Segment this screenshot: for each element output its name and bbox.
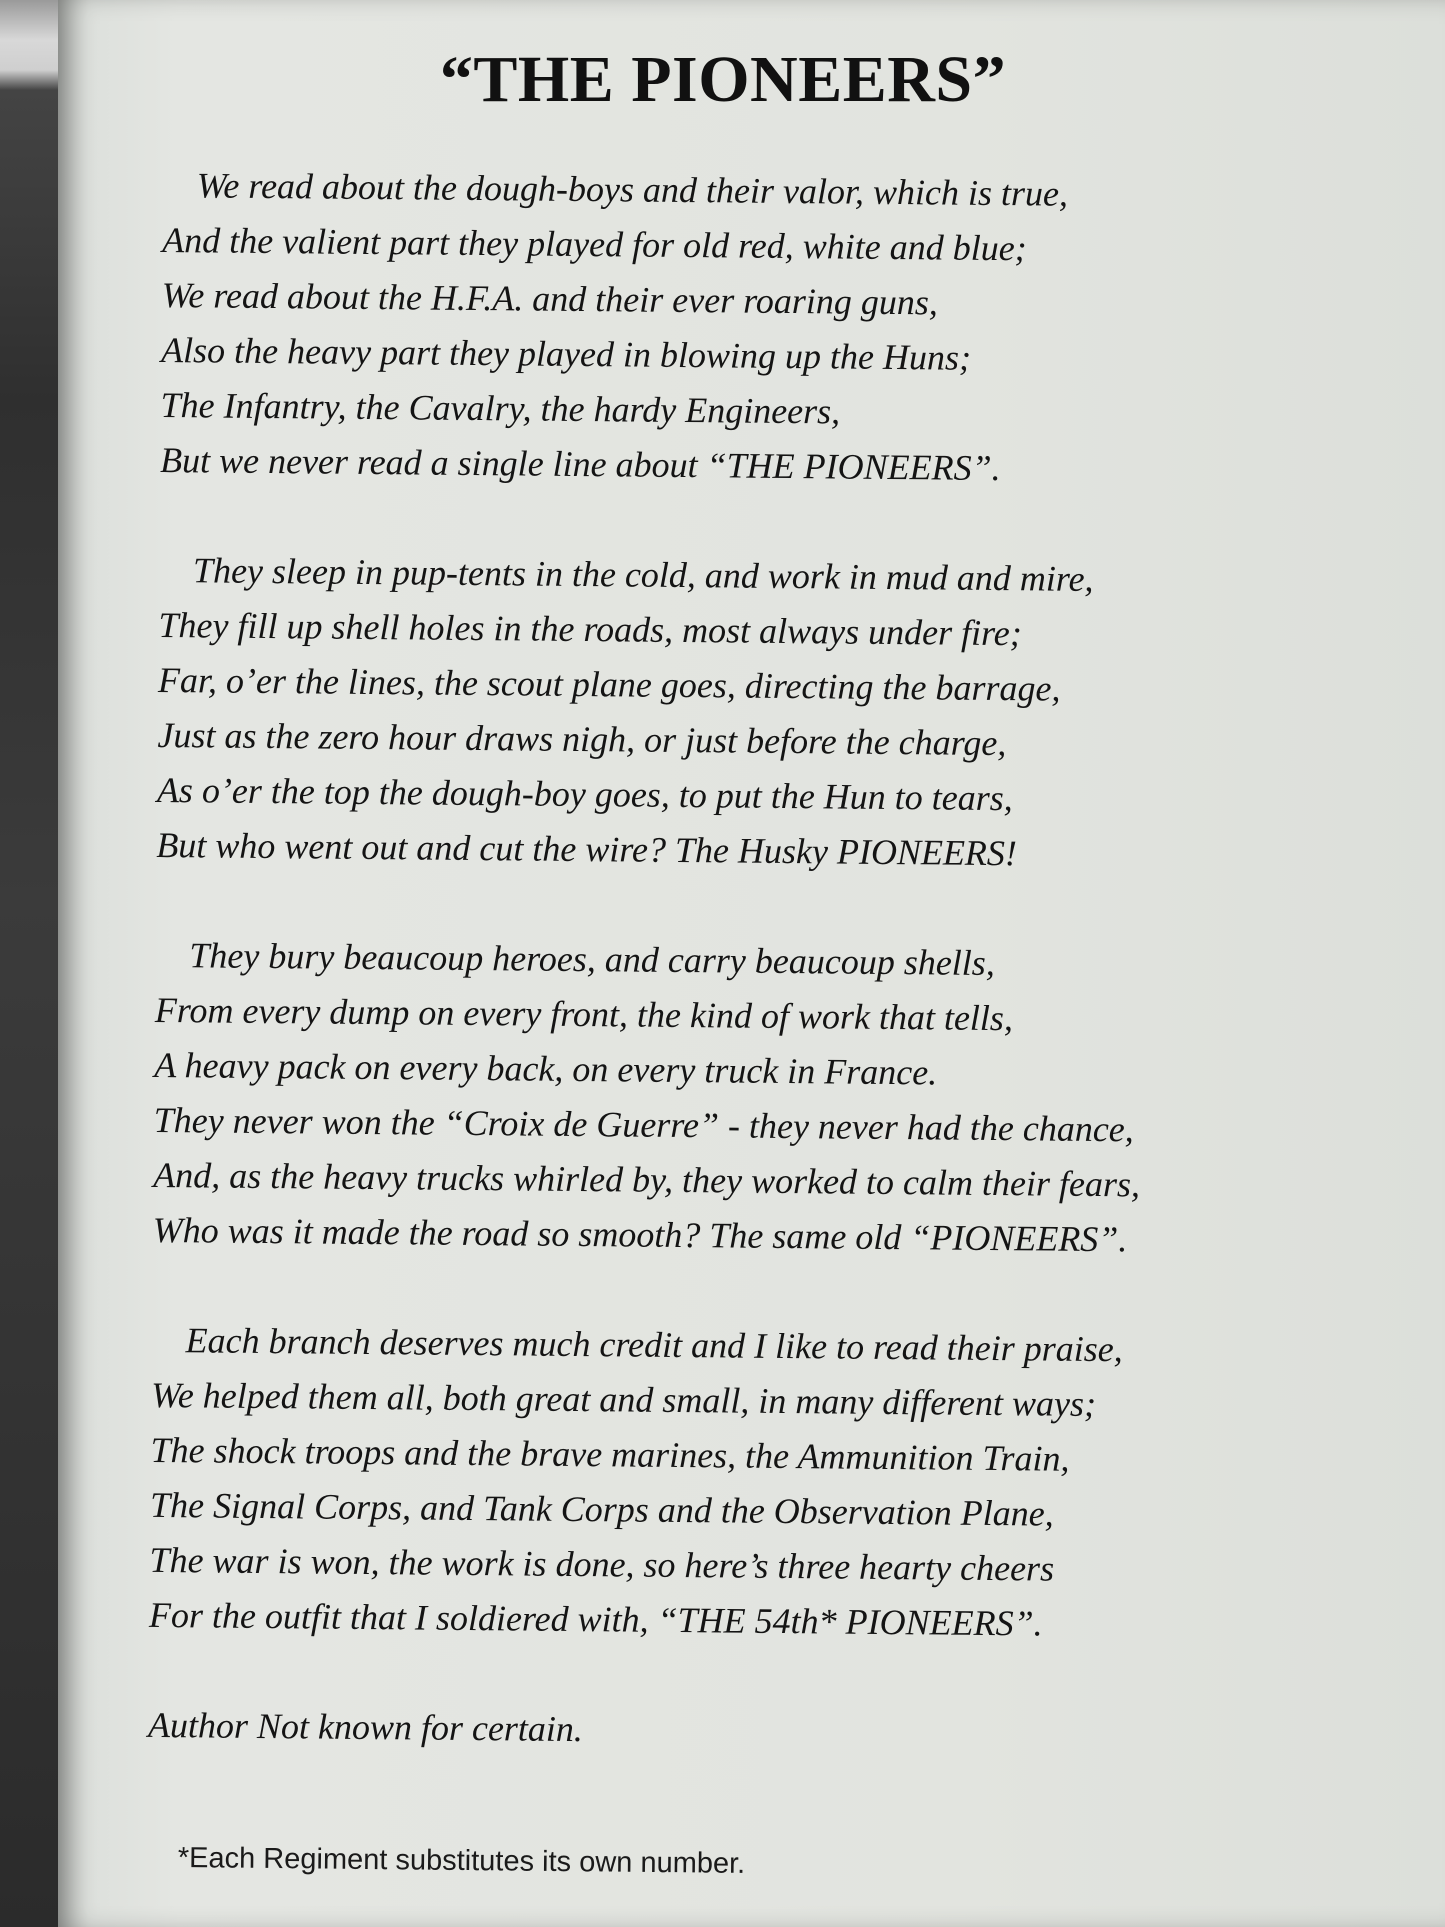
- stanza-3: [152, 928, 1335, 1269]
- poem-line: And, as the heavy trucks whirled by, they worked to calm their fears,: [153, 1154, 1141, 1205]
- stanza-4: [149, 1313, 1332, 1654]
- poem-title: “THE PIONEERS”: [439, 43, 1007, 116]
- poem-line: And the valient part they played for old red, white and blue;: [162, 219, 1027, 269]
- poem-line: They fill up shell holes in the roads, most always under fire;: [158, 604, 1022, 654]
- poem-line: Each branch deserves much credit and I like to read their praise,: [185, 1320, 1123, 1370]
- poem-line: Just as the zero hour draws nigh, or just before the charge,: [157, 714, 1007, 764]
- poem-line: A heavy pack on every back, on every truck in France.: [154, 1044, 938, 1093]
- poem-line: We read about the dough-boys and their valor, which is true,: [196, 165, 1069, 214]
- poem-line: The shock troops and the brave marines, the Ammunition Train,: [150, 1429, 1070, 1479]
- stanza-1: [160, 158, 1343, 499]
- stanza-2: [156, 543, 1339, 884]
- poem-line: As o’er the top the dough-boy goes, to put the Hun to tears,: [156, 769, 1013, 819]
- author-note: Author Not known for certain.: [147, 1704, 584, 1750]
- poem-line: They never won the “Croix de Guerre” - they never had the chance,: [153, 1099, 1134, 1150]
- poem-line: The war is won, the work is done, so here’s three hearty cheers: [149, 1539, 1055, 1589]
- book-page: [58, 0, 1445, 1927]
- poem-body: [148, 158, 1343, 1764]
- adjacent-page-edge: [0, 0, 58, 1927]
- poem-line: From every dump on every front, the kind of work that tells,: [154, 989, 1014, 1039]
- poem-line: The Infantry, the Cavalry, the hardy Engineers,: [160, 384, 841, 432]
- poem-line: We helped them all, both great and small, in many different ways;: [150, 1374, 1097, 1425]
- poem-line: Far, o’er the lines, the scout plane goes, directing the barrage,: [157, 659, 1061, 709]
- poem-line: But who went out and cut the wire? The Husky PIONEERS!: [156, 824, 1018, 874]
- poem-line: Who was it made the road so smooth? The same old “PIONEERS”.: [152, 1209, 1128, 1260]
- poem-line: They bury beaucoup heroes, and carry beaucoup shells,: [189, 935, 996, 984]
- poem-line: We read about the H.F.A. and their ever roaring guns,: [161, 274, 939, 323]
- poem-line: They sleep in pup-tents in the cold, and work in mud and mire,: [192, 550, 1094, 599]
- poem-line: The Signal Corps, and Tank Corps and the Observation Plane,: [149, 1484, 1054, 1534]
- poem-line: But we never read a single line about “THE PIONEERS”.: [159, 439, 1001, 489]
- poem-line: For the outfit that I soldiered with, “THE 54th* PIONEERS”.: [148, 1594, 1043, 1644]
- poem-line: Also the heavy part they played in blowing up the Huns;: [160, 329, 972, 378]
- footnote: *Each Regiment substitutes its own number.: [177, 1842, 746, 1880]
